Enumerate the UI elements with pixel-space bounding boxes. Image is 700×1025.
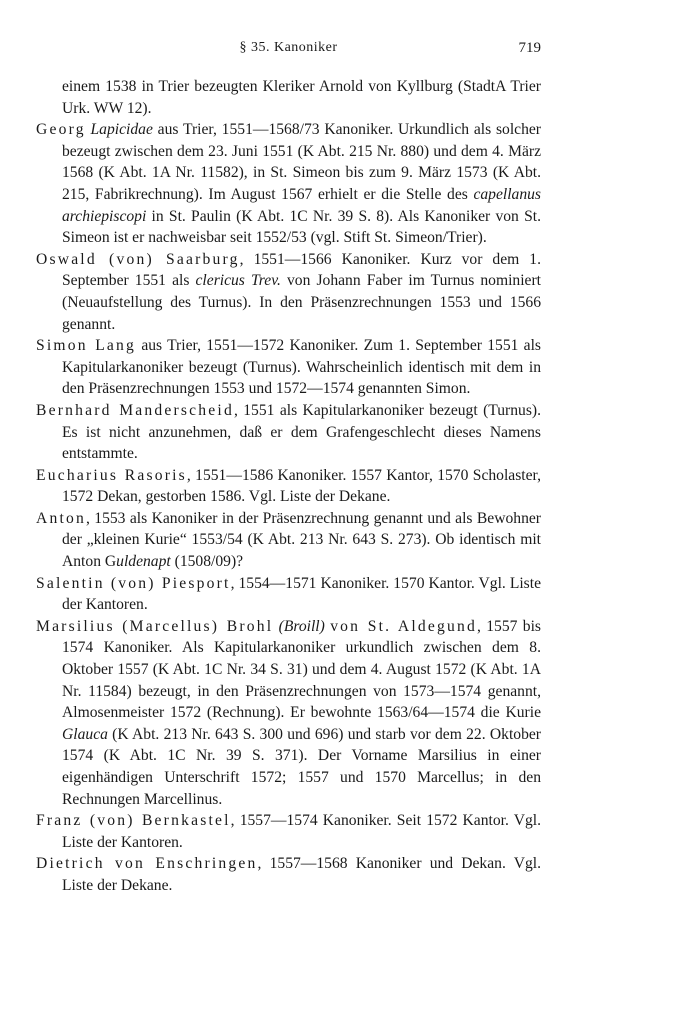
entry-name: Anton xyxy=(36,509,86,527)
entry-text: aus Trier, 1551—1572 Kanoniker. Zum 1. September 1551 als Kapitularkanoniker bezeugt (Turnus). Wahrscheinlich identisch mit dem in den Präsenzrechnungen 1553 und 1572—1574 genannten Simon. xyxy=(62,337,541,398)
entry-bernhard-manderscheid xyxy=(36,400,541,465)
entry-name: Marsilius (Marcellus) Brohl xyxy=(36,617,274,635)
entry-text: aus Trier, 1551—1568/73 Kanoniker. Urkundlich als solcher bezeugt zwischen dem 23. Juni 1551 (K Abt. 215 Nr. 880) und dem 4. März 1568 (K Abt. 1A Nr. 11582), in St. Simeon bis zum 9. März 1573 (K Abt. 215, Fabrikrechnung). Im August 1567 erhielt er die Stelle des xyxy=(62,121,542,203)
entry-text: (1508/09)? xyxy=(170,553,244,571)
entry-text: in St. Paulin (K Abt. 1C Nr. 39 S. 8). Als Kanoniker von St. Simeon ist er nachweisbar seit 1552/53 (vgl. Stift St. Simeon/Trier). xyxy=(62,207,541,247)
entry-name-origin: von St. Aldegund xyxy=(330,617,478,635)
entry-text: , 1551 als Kapitularkanoniker bezeugt (Turnus). Es ist nicht anzunehmen, daß er dem Grafengeschlecht dieses Namens entstammte. xyxy=(62,401,541,463)
entry-simon-lang xyxy=(36,335,541,400)
entry-salentin-piesport xyxy=(36,573,541,616)
entry-text: (K Abt. 213 Nr. 643 S. 300 und 696) und starb vor dem 22. Oktober 1574 (K Abt. 1C Nr. 39 S. 371). Der Vorname Marsilius in einer eigenhändigen Unterschrift 1572; 1557 und 1570 Marcellus; in den Rechnungen Marcellinus. xyxy=(62,725,541,808)
entry-name: Salentin (von) Piesport xyxy=(36,574,231,592)
section-title: § 35. Kanoniker xyxy=(239,40,338,55)
entry-oswald-saarburg xyxy=(36,249,541,335)
page-body xyxy=(36,76,541,897)
entry-eucharius-rasoris xyxy=(36,465,541,508)
entry-text: , 1554—1571 Kanoniker. 1570 Kantor. Vgl. Liste der Kantoren. xyxy=(62,574,541,614)
entry-text: , 1551—1566 Kanoniker. Kurz vor dem 1. September 1551 als xyxy=(62,250,541,290)
entry-surname-latin: Lapicidae xyxy=(90,121,153,139)
page-number: 719 xyxy=(518,40,541,56)
entry-name: Eucharius Rasoris xyxy=(36,466,187,484)
entry-curia-name: Glauca xyxy=(62,725,108,743)
entry-name: Georg xyxy=(36,121,86,139)
entry-text: , 1557 bis 1574 Kanoniker. Als Kapitularkanoniker urkundlich zwischen dem 8. Oktober 1557 (K Abt. 1C Nr. 34 S. 31) und dem 4. August 1572 (K Abt. 1A Nr. 11584) bezeugt, in den Präsenzrechnungen von 1573—1574 genannt, Almosenmeister 1572 (Rechnung). Er bewohnte 1563/64—1574 die Kurie xyxy=(62,617,541,722)
entry-marsilius-brohl xyxy=(36,616,541,810)
entry-franz-bernkastel xyxy=(36,810,541,853)
entry-text: von Johann Faber im Turnus nominiert (Neuaufstellung des Turnus). In den Präsenzrechnungen 1553 und 1566 genannt. xyxy=(62,272,542,333)
entry-text: , 1553 als Kanoniker in der Präsenzrechnung genannt und als Bewohner der „kleinen Kurie“ 1553/54 (K Abt. 213 Nr. 643 S. 273). Ob identisch mit Anton G xyxy=(62,509,541,571)
entry-georg-lapicidae xyxy=(36,119,541,249)
entry-text: , 1557—1568 Kanoniker und Dekan. Vgl. Liste der Dekane. xyxy=(62,855,542,894)
continuation-paragraph: einem 1538 in Trier bezeugten Kleriker Arnold von Kyllburg (StadtA Trier Urk. WW 12). xyxy=(62,78,541,117)
entry-surname-variant: (Broill) xyxy=(278,617,325,635)
entry-name: Bernhard Manderscheid xyxy=(36,401,234,419)
entry-text: , 1551—1586 Kanoniker. 1557 Kantor, 1570 Scholaster, 1572 Dekan, gestorben 1586. Vgl. Liste der Dekane. xyxy=(62,466,541,506)
entry-name: Franz (von) Bernkastel xyxy=(36,812,231,830)
entry-text: , 1557—1574 Kanoniker. Seit 1572 Kantor. Vgl. Liste der Kantoren. xyxy=(62,812,542,851)
entry-surname-latin: uldenapt xyxy=(116,553,171,571)
entry-latin-term: clericus Trev. xyxy=(195,272,281,290)
entry-name: Oswald (von) Saarburg xyxy=(36,250,240,268)
running-head xyxy=(36,40,541,60)
entry-name: Dietrich von Enschringen xyxy=(36,855,258,873)
entry-latin-term: capellanus archiepiscopi xyxy=(62,185,541,225)
entry-dietrich-enschringen xyxy=(36,853,541,896)
entry-name: Simon Lang xyxy=(36,337,137,355)
entry-anton xyxy=(36,508,541,573)
